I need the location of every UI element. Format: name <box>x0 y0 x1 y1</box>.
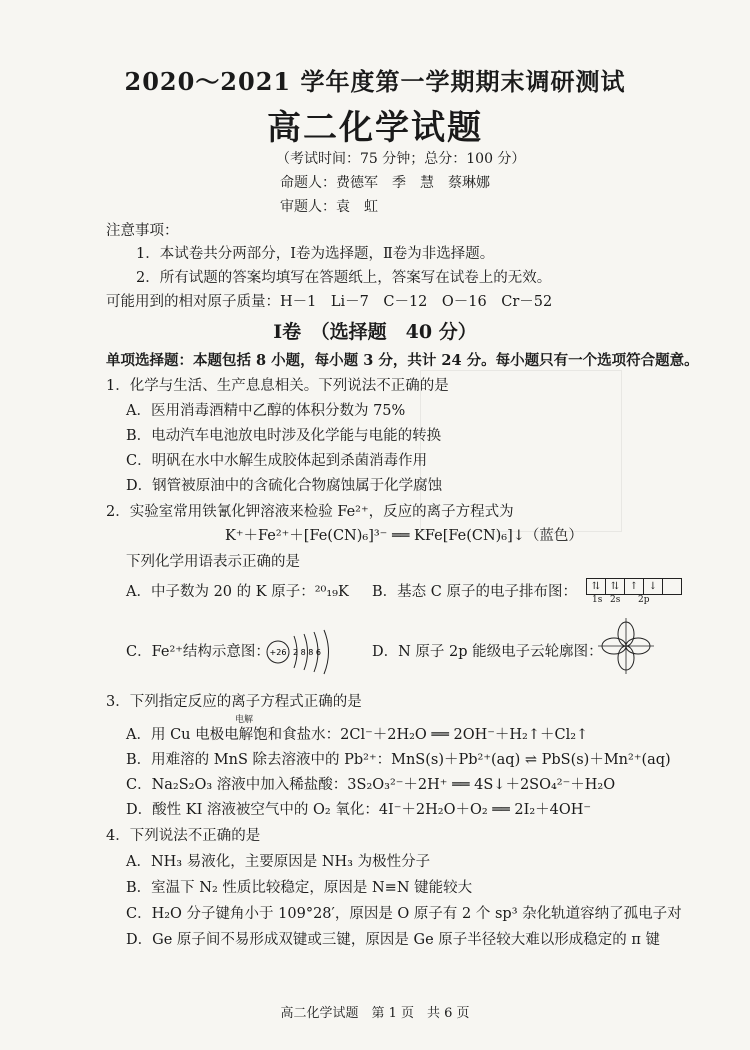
note-2: 2．所有试题的答案均填写在答题纸上，答案写在试卷上的无效。 <box>136 270 552 286</box>
time-info: （考试时间：75 分钟；总分：100 分） <box>276 151 526 167</box>
orbital-label-1s: 1s <box>592 595 603 605</box>
section-title: Ⅰ卷 （选择题 40 分） <box>273 321 477 343</box>
reviewer: 审题人：袁 虹 <box>280 199 378 215</box>
q4-option-b: B．室温下 N₂ 性质比较稳定，原因是 N≡N 键能较大 <box>126 880 473 896</box>
q3-option-d: D．酸性 KI 溶液被空气中的 O₂ 氧化：4I⁻＋2H₂O＋O₂ ══ 2I₂＋4OH⁻ <box>126 802 592 818</box>
q1-option-d: D．钢管被原油中的含硫化合物腐蚀属于化学腐蚀 <box>126 478 443 494</box>
q3-option-a: A．用 Cu 电极电解饱和食盐水：2Cl⁻＋2H₂O ══ 2OH⁻＋H₂↑＋Cl₂↑ <box>126 727 589 743</box>
q4-option-d: D．Ge 原子间不易形成双键或三键，原因是 Ge 原子半径较大难以形成稳定的 π 键 <box>126 932 661 948</box>
q1-option-b: B．电动汽车电池放电时涉及化学能与电能的转换 <box>126 428 442 444</box>
electron-shells: 2 8 8 6 <box>293 648 321 657</box>
q3-option-c: C．Na₂S₂O₃ 溶液中加入稀盐酸：3S₂O₃²⁻＋2H⁺ ══ 4S↓＋2SO₄²⁻＋H₂O <box>126 777 616 793</box>
orbital-2p-3 <box>663 579 681 594</box>
atomic-masses: 可能用到的相对原子质量：H－1 Li－7 C－12 O－16 Cr－52 <box>106 294 553 310</box>
section-instruction: 单项选择题：本题包括 8 小题，每小题 3 分，共计 24 分。每小题只有一个选项符合题意。 <box>106 352 699 369</box>
q2-option-b: B．基态 C 原子的电子排布图： <box>372 584 577 600</box>
page-footer: 高二化学试题 第 1 页 共 6 页 <box>280 1006 470 1021</box>
orbital-2p-2: ↓ <box>644 579 663 594</box>
p-orbital-cloud-diagram <box>594 614 658 678</box>
q3-a-condition: 电解 <box>235 715 254 725</box>
orbital-diagram <box>586 578 682 595</box>
q4-option-c: C．H₂O 分子键角小于 109°28′，原因是 O 原子有 2 个 sp³ 杂化轨道容纳了孤电子对 <box>126 906 682 922</box>
q2-option-a: A．中子数为 20 的 K 原子：²⁰₁₉K <box>126 584 349 600</box>
orbital-2s: ⇅ <box>606 579 625 594</box>
nucleus-charge: +26 <box>269 648 287 657</box>
q1-stem: 1．化学与生活、生产息息相关。下列说法不正确的是 <box>106 378 449 394</box>
authors: 命题人：费德军 季 慧 蔡琳娜 <box>280 175 490 191</box>
q2-stem: 2．实验室常用铁氰化钾溶液来检验 Fe²⁺，反应的离子方程式为 <box>106 504 514 520</box>
q1-option-a: A．医用消毒酒精中乙醇的体积分数为 75% <box>126 403 406 419</box>
exam-title: 2020～2021 学年度第一学期期末调研测试 <box>124 67 626 96</box>
fe2-structure-diagram <box>264 628 346 676</box>
note-1: 1．本试卷共分两部分，Ⅰ卷为选择题，Ⅱ卷为非选择题。 <box>136 246 495 262</box>
q2-option-d: D．N 原子 2p 能级电子云轮廓图： <box>372 644 603 660</box>
subject-title: 高二化学试题 <box>267 108 483 148</box>
orbital-1s: ⇅ <box>587 579 606 594</box>
q3-stem: 3．下列指定反应的离子方程式正确的是 <box>106 694 362 710</box>
orbital-label-2p: 2p <box>638 595 650 605</box>
q2-equation: K⁺＋Fe²⁺＋[Fe(CN)₆]³⁻ ══ KFe[Fe(CN)₆]↓（蓝色） <box>225 528 583 544</box>
notes-title: 注意事项： <box>106 223 179 239</box>
q2-option-c: C．Fe²⁺结构示意图： <box>126 644 270 660</box>
q3-option-b: B．用难溶的 MnS 除去溶液中的 Pb²⁺：MnS(s)＋Pb²⁺(aq) ⇌ PbS(s)＋Mn²⁺(aq) <box>126 752 671 768</box>
q1-option-c: C．明矾在水中水解生成胶体起到杀菌消毒作用 <box>126 453 428 469</box>
q4-stem: 4．下列说法不正确的是 <box>106 828 261 844</box>
q2-prompt: 下列化学用语表示正确的是 <box>126 554 300 570</box>
orbital-2p-1: ↑ <box>625 579 644 594</box>
q4-option-a: A．NH₃ 易液化，主要原因是 NH₃ 为极性分子 <box>126 854 431 870</box>
orbital-label-2s: 2s <box>610 595 621 605</box>
